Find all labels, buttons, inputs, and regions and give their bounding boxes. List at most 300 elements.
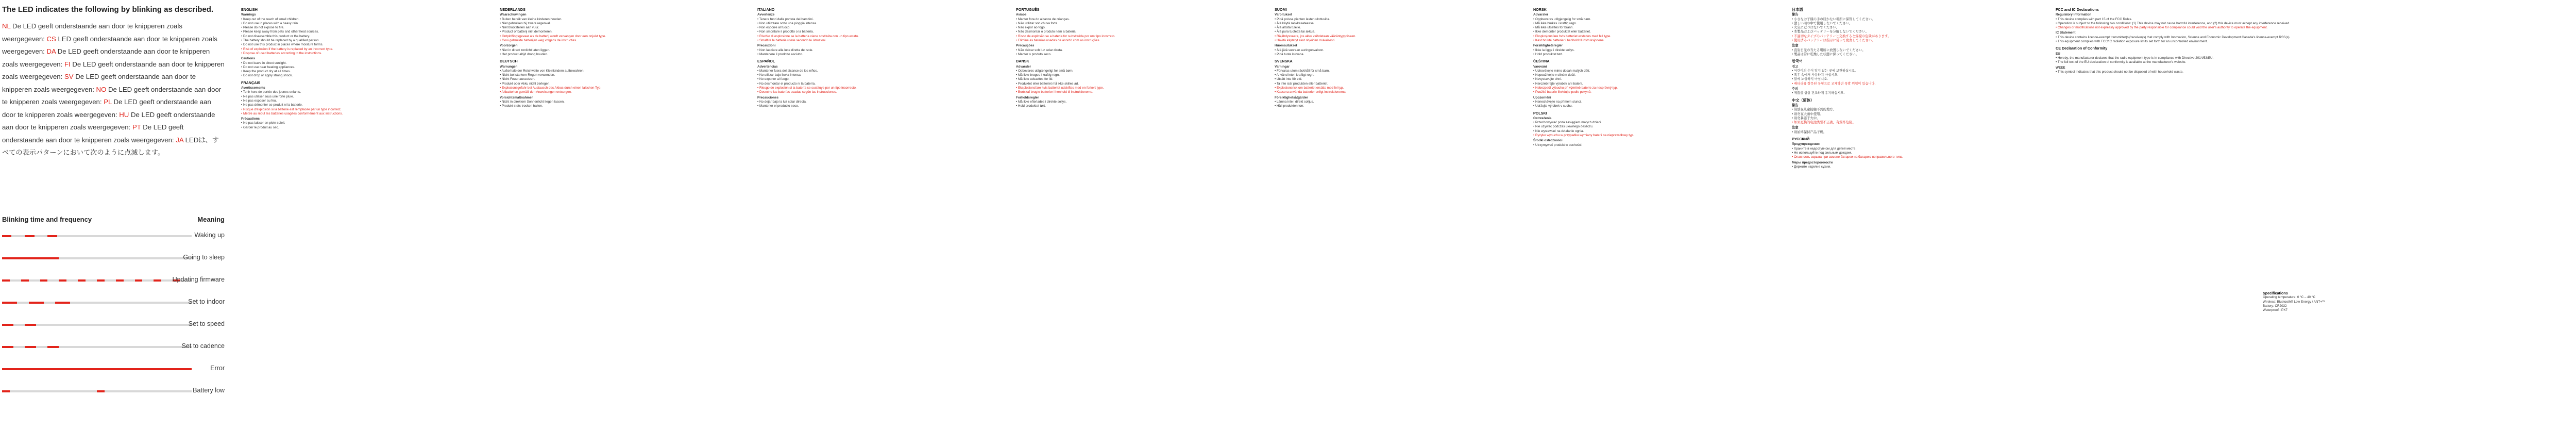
warning-item: • Deseche las baterías usadas según las instrucciones. (757, 90, 999, 94)
bullet-item: • Ta inte isär produkten eller batteriet. (1275, 82, 1517, 86)
warning-item: • Eksplosionsfare hvis batteriet udskiftes med en forkert type. (1016, 86, 1258, 90)
bullet-item: • 本製品およびバッテリーを分解しないでください。 (1792, 30, 2034, 34)
language-section (241, 81, 483, 130)
blink-row (2, 231, 225, 241)
section-subtitle: EU (2056, 52, 2060, 56)
warning-item: • Опасность взрыва при замене батареи на батарею неправильного типа. (1792, 155, 2034, 159)
section-subtitle: Huomautukset (1275, 44, 1297, 48)
bullet-item: • Não deixar sob luz solar direta. (1016, 48, 1258, 53)
section-subtitle: Środki ostrożności (1533, 139, 1563, 143)
bullet-item: • Nicht in direktem Sonnenlicht liegen lassen. (500, 100, 742, 104)
warning-item: • Risk of explosion if the battery is replaced by an incorrect type. (241, 47, 483, 52)
language-section (1275, 8, 1517, 57)
section-title: NORSK (1533, 7, 1547, 12)
language-section (2056, 8, 2298, 44)
text-column (1792, 5, 2034, 411)
blink-pattern-bar (2, 368, 192, 370)
blink-pulse (47, 235, 57, 237)
bullet-item: • Udržujte výrobek v suchu. (1533, 104, 1775, 108)
specs-lines (2263, 295, 2417, 312)
blink-pattern-bar (2, 257, 192, 259)
spec-line: Wireless: Bluetooth® Low Energy / ANT+™ (2263, 300, 2326, 304)
bullet-item: • Mantenere il prodotto asciutto. (757, 53, 999, 57)
section-subtitle: Forholdsregler (1016, 95, 1039, 100)
blink-pulse (78, 279, 86, 282)
text-column (1016, 5, 1258, 411)
bullet-item: • Do not leave in direct sunlight. (241, 61, 483, 65)
blink-pulse (97, 279, 105, 282)
language-code: NO (96, 85, 108, 93)
section-title: ESPAÑOL (757, 59, 775, 64)
section-subtitle: Avertissements (241, 86, 265, 90)
bullet-item: • 激しい雨の中で使用しないでください。 (1792, 22, 2034, 26)
section-subtitle: Voorzorgen (500, 44, 518, 48)
intro-line-text: De LED geeft onderstaande aan door te knipperen zoals weergegeven: (2, 60, 225, 80)
warning-item: • Gooi gebruikte batterijen weg volgens de instructies. (500, 39, 742, 43)
language-section (1792, 137, 2034, 169)
bullet-item: • 请放在儿童接触不到的地方。 (1792, 108, 2034, 112)
bullet-item: • Opbevares utilgængeligt for små børn. (1016, 69, 1258, 73)
bullet-item: • Älä altista tulelle. (1275, 26, 1517, 30)
blink-header-meaning: Meaning (197, 216, 225, 223)
blink-pulse (2, 390, 10, 392)
bullet-item: • Pidä tuote kuivana. (1275, 53, 1517, 57)
bullet-item: • The full text of the EU declaration of conformity is available at the manufacturer's website. (2056, 60, 2298, 64)
blink-pattern-bar (2, 324, 192, 326)
bullet-item: • Não utilizar sob chuva forte. (1016, 22, 1258, 26)
bullet-item: • Håll produkten torr. (1275, 104, 1517, 108)
spec-line: Battery: CR2032 (2263, 304, 2287, 308)
blink-pulse (59, 279, 66, 282)
warning-item: • Risco de explosão se a bateria for substituída por um tipo incorreto. (1016, 35, 1258, 39)
bullet-item: • This equipment complies with FCC/IC radiation exposure limits set forth for an uncontrolled environment. (2056, 40, 2298, 44)
section-title: 中文（简体） (1792, 97, 1815, 103)
section-subtitle: Varoitukset (1275, 13, 1292, 17)
language-code: PL (104, 98, 114, 106)
bullet-item: • 请始终保持产品干燥。 (1792, 130, 2034, 135)
blink-pulse (2, 302, 17, 304)
blink-pattern-bar (2, 279, 192, 282)
blink-pulse (2, 324, 13, 326)
language-code: FI (64, 60, 73, 68)
blink-header-time: Blinking time and frequency (2, 216, 92, 223)
section-title: DEUTSCH (500, 59, 518, 64)
section-subtitle: Precauzioni (757, 44, 776, 48)
section-subtitle: Avisos (1016, 13, 1027, 17)
spec-line: Operating temperature: 0 °C – 40 °C (2263, 295, 2315, 300)
warning-item: • Dispose of used batteries according to the instructions. (241, 52, 483, 56)
blink-pulse (47, 346, 59, 348)
section-title: FRANÇAIS (241, 80, 261, 85)
warning-item: • Bortskaf brugte batterier i henhold til instruktionerne. (1016, 90, 1258, 94)
blink-meaning: Set to indoor (188, 298, 225, 305)
warning-item: • 使用済みバッテリーは指示に従って廃棄してください。 (1792, 39, 2034, 43)
section-subtitle: 警告 (1792, 13, 1799, 17)
warning-item: • Smaltire le batterie usate secondo le istruzioni. (757, 39, 999, 43)
blink-meaning: Set to cadence (181, 342, 225, 350)
bullet-item: • Må ikke utsettes for brann. (1533, 26, 1775, 30)
blink-meaning: Going to sleep (183, 254, 225, 261)
blink-meaning: Updating firmware (172, 276, 225, 283)
bullet-item: • Außerhalb der Reichweite von Kleinkindern aufbewahren. (500, 69, 742, 73)
section-subtitle: Precauções (1016, 44, 1035, 48)
bullet-item: • Använd inte i kraftigt regn. (1275, 73, 1517, 77)
bullet-item: • Tenir hors de portée des jeunes enfants. (241, 90, 483, 94)
bullet-item: • Nerozebírejte výrobek ani baterii. (1533, 82, 1775, 86)
warning-item: • Explosionsgefahr bei Austausch des Akkus durch einen falschen Typ. (500, 86, 742, 90)
section-subtitle: Upozornění (1533, 95, 1551, 100)
blink-row (2, 364, 225, 374)
language-section (1016, 59, 1258, 108)
bullet-item: • No desmontar el producto ni la batería. (757, 82, 999, 86)
blink-row (2, 253, 225, 263)
bullet-item: • 제품을 항상 건조하게 유지하십시오. (1792, 91, 2034, 95)
blink-meaning: Set to speed (188, 320, 225, 327)
warning-item: • Mettre au rebut les batteries usagées conformément aux instructions. (241, 112, 483, 116)
bullet-item: • 请勿暴露于火中。 (1792, 117, 2034, 121)
intro-line-text: De LED geeft onderstaande aan door te knipperen zoals weergegeven: (2, 22, 182, 43)
warning-item: • Risque d'explosion si la batterie est remplacée par un type incorrect. (241, 108, 483, 112)
bullet-item: • Niet gebruiken bij zware regenval. (500, 22, 742, 26)
blink-row (2, 275, 225, 286)
bullet-item: • Mantener el producto seco. (757, 104, 999, 108)
intro-line-text: De LED geeft onderstaande aan door te knipperen zoals weergegeven: (2, 85, 222, 106)
bullet-item: • Uchovávejte mimo dosah malých dětí. (1533, 69, 1775, 73)
blink-pattern-bar (2, 390, 192, 392)
text-column (500, 5, 742, 411)
bullet-item: • Keep the product dry at all times. (241, 70, 483, 74)
text-column (757, 5, 999, 411)
bullet-item: • Non esporre al fuoco. (757, 26, 999, 30)
language-section (1792, 59, 2034, 95)
section-title: POLSKI (1533, 110, 1547, 116)
language-code: PT (132, 123, 143, 131)
bullet-item: • Niet in direct zonlicht laten liggen. (500, 48, 742, 53)
language-section (1533, 8, 1775, 57)
bullet-item: • Nie używać podczas ulewnego deszczu. (1533, 125, 1775, 129)
blink-table (2, 216, 225, 411)
bullet-item: • Ikke la ligge i direkte sollys. (1533, 48, 1775, 53)
bullet-item: • Do not use in places with a heavy rain. (241, 22, 483, 26)
warning-item: • Nebezpečí výbuchu při výměně baterie za nesprávný typ. (1533, 86, 1775, 90)
section-title: ENGLISH (241, 7, 258, 12)
section-title: ITALIANO (757, 7, 775, 12)
intro-line-text: De LED geeft onderstaande aan door te knipperen zoals weergegeven: (2, 123, 184, 144)
warning-item: • Altbatterien gemäß den Anweisungen entsorgen. (500, 90, 742, 94)
bullet-item: • Ne pas démonter ce produit ni la batterie. (241, 103, 483, 107)
section-title: FCC and IC Declarations (2056, 7, 2099, 12)
bullet-item: • Pidä poissa pienten lasten ulottuvilta. (1275, 18, 1517, 22)
blink-pulse (2, 235, 11, 237)
bullet-item: • Non utilizzare sotto una pioggia intensa. (757, 22, 999, 26)
section-subtitle: 주의 (1792, 87, 1799, 91)
bullet-item: • Produktet eller batteriet må ikke skilles ad. (1016, 82, 1258, 86)
blink-pulse (135, 279, 143, 282)
blink-pulse (2, 279, 10, 282)
bullet-item: • Не используйте под сильным дождем. (1792, 151, 2034, 155)
bullet-item: • Hold produktet tørt. (1533, 53, 1775, 57)
bullet-item: • Nicht bei starkem Regen verwenden. (500, 73, 742, 77)
section-subtitle: Advertencias (757, 64, 778, 69)
language-section (1016, 8, 1258, 57)
intro-title: The LED indicates the following by blinking as described. (2, 5, 214, 14)
language-section (1792, 8, 2034, 57)
section-subtitle: 注意 (1792, 44, 1799, 48)
warning-item: • Použité baterie likvidujte podle pokynů. (1533, 90, 1775, 94)
bullet-item: • Non smontare il prodotto o la batteria. (757, 30, 999, 34)
bullet-item: • Produkt stets trocken halten. (500, 104, 742, 108)
bullet-item: • Garder le produit au sec. (241, 126, 483, 130)
bullet-item: • The battery should be replaced by a qualified person. (241, 39, 483, 43)
language-code: NL (2, 22, 13, 30)
language-code: JA (176, 136, 185, 144)
language-section (1533, 111, 1775, 147)
language-section (1792, 98, 2034, 135)
bullet-item: • Nie wystawiać na działanie ognia. (1533, 129, 1775, 134)
bullet-item: • Utsätt inte för eld. (1275, 77, 1517, 81)
section-subtitle: Advarsler (1016, 64, 1031, 69)
warning-item: • 不適切なタイプのバッテリーと交換すると爆発の危険があります。 (1792, 35, 2034, 39)
blink-pulse (2, 346, 13, 348)
warning-item: • 如果更换的电池类型不正确，有爆炸危险。 (1792, 121, 2034, 125)
section-subtitle: Försiktighetsåtgärder (1275, 95, 1308, 100)
bullet-item: • Het product altijd droog houden. (500, 53, 742, 57)
warning-item: • Kassera använda batterier enligt instruktionerna. (1275, 90, 1517, 94)
bullet-item: • Manter fora do alcance de crianças. (1016, 18, 1258, 22)
bullet-item: • Förvaras utom räckhåll för små barn. (1275, 69, 1517, 73)
bullet-item: • This symbol indicates that this product should not be disposed of with household waste. (2056, 70, 2298, 74)
warning-item: • Ontploffingsgevaar als de batterij wordt vervangen door een onjuist type. (500, 35, 742, 39)
blink-pattern-bar (2, 346, 192, 348)
blink-pulse (40, 279, 48, 282)
language-section (2056, 46, 2298, 74)
blink-pulse (29, 302, 44, 304)
intro-lines (2, 20, 225, 159)
blink-pulse (55, 302, 70, 304)
blink-row (2, 386, 225, 397)
language-code: CS (46, 35, 58, 43)
blink-pulse (97, 390, 105, 392)
bullet-item: • Do not use this product in places where moisture forms. (241, 43, 483, 47)
blink-pattern-bar (2, 302, 192, 304)
bullet-item: • Keep out of the reach of small children. (241, 18, 483, 22)
section-title: 한국어 (1792, 59, 1803, 64)
bullet-item: • Oppbevares utilgjengelig for små barn. (1533, 18, 1775, 22)
specifications (2263, 289, 2417, 312)
warning-item: • Riesgo de explosión si la batería se sustituye por un tipo incorrecto. (757, 86, 999, 90)
warning-item: • 배터리를 잘못된 유형으로 교체하면 폭발 위험이 있습니다. (1792, 82, 2034, 86)
section-subtitle: Меры предосторожности (1792, 160, 1833, 164)
bullet-item: • Utrzymywać produkt w suchości. (1533, 143, 1775, 147)
section-subtitle: Warnungen (500, 64, 518, 69)
bullet-item: • No utilizar bajo lluvia intensa. (757, 73, 999, 77)
bullet-item: • Держите изделие сухим. (1792, 165, 2034, 169)
intro-line-text: De LED geeft onderstaande aan door te knipperen zoals weergegeven: (2, 47, 210, 68)
warning-item: • Hävitä käytetyt akut ohjeiden mukaisesti. (1275, 39, 1517, 43)
bullet-item: • Product of batterij niet demonteren. (500, 30, 742, 34)
section-subtitle: Vorsichtsmaßnahmen (500, 95, 534, 100)
section-subtitle: WEEE (2056, 65, 2065, 70)
bullet-item: • Ikke demonter produktet eller batteriet. (1533, 30, 1775, 34)
blink-pulse (25, 346, 36, 348)
blink-row (2, 342, 225, 352)
bullet-item: • Ne pas utiliser sous une forte pluie. (241, 95, 483, 99)
bullet-item: • Må ikke udsættes for ild. (1016, 77, 1258, 81)
bullet-item: • 폭우 속에서 사용하지 마십시오. (1792, 73, 2034, 77)
blink-pulse (21, 279, 29, 282)
section-subtitle: Avvertenze (757, 13, 775, 17)
section-title: РУССКИЙ (1792, 137, 1810, 142)
language-section (500, 8, 742, 57)
warning-item: • Explosionsrisk om batteriet ersätts med fel typ. (1275, 86, 1517, 90)
bullet-item: • Ne pas laisser en plein soleil. (241, 121, 483, 125)
blink-pulse (154, 279, 161, 282)
intro-line-text: LEDは、すべての表示パターンにおいて次のように点滅します。 (2, 136, 219, 156)
language-section (1533, 59, 1775, 108)
section-subtitle: 경고 (1792, 64, 1799, 69)
bullet-item: • Niet blootstellen aan vuur. (500, 26, 742, 30)
language-code: SV (64, 73, 76, 80)
language-section (500, 59, 742, 108)
warning-item: • Changes or modifications not expressly approved by the party responsible for compliance could void the user's authority to operate the equipment. (2056, 26, 2298, 30)
section-title: DANSK (1016, 59, 1029, 64)
intro-line-text: De LED geeft onderstaande aan door te knipperen zoals weergegeven: (2, 73, 196, 93)
bullet-item: • Nicht Feuer aussetzen. (500, 77, 742, 81)
section-subtitle: Regulatory Information (2056, 13, 2092, 17)
section-subtitle: Varování (1533, 64, 1547, 69)
spec-line: Waterproof: IPX7 (2263, 308, 2288, 312)
section-subtitle: IC Statement (2056, 31, 2076, 35)
language-section (757, 59, 999, 108)
bullet-item: • Não desmontar o produto nem a bateria. (1016, 30, 1258, 34)
section-title: SUOMI (1275, 7, 1287, 12)
warning-item: • Räjähdysvaara, jos akku vaihdetaan vääräntyyppiseen. (1275, 35, 1517, 39)
bullet-item: • No exponer al fuego. (757, 77, 999, 81)
bullet-item: • This device contains licence-exempt transmitter(s)/receiver(s) that comply with Innovation, Science and Economic Development Canada's licence-exempt RSS(s). (2056, 36, 2298, 40)
warning-item: • Eksplosjonsfare hvis batteriet erstattes med feil type. (1533, 35, 1775, 39)
bullet-item: • Må ikke bruges i kraftig regn. (1016, 73, 1258, 77)
section-subtitle: Waarschuwingen (500, 13, 527, 17)
language-section (241, 8, 483, 78)
bullet-item: • Älä pura tuotetta tai akkua. (1275, 30, 1517, 34)
bullet-item: • 直射日光の当たる場所に放置しないでください。 (1792, 48, 2034, 53)
blink-row (2, 298, 225, 308)
bullet-item: • Please keep away from pets and other heat sources. (241, 30, 483, 34)
language-section (1275, 59, 1517, 108)
warning-item: • Rischio di esplosione se la batteria viene sostituita con un tipo errato. (757, 35, 999, 39)
section-title: CE Declaration of Conformity (2056, 46, 2108, 51)
section-subtitle: Предупреждения (1792, 142, 1820, 146)
language-code: DA (46, 47, 58, 55)
section-subtitle: 注意 (1792, 126, 1799, 130)
intro-column (2, 5, 225, 411)
blink-pulse (25, 235, 34, 237)
warning-item: • Ryzyko wybuchu w przypadku wymiany baterii na nieprawidłowy typ. (1533, 134, 1775, 138)
text-column (2056, 5, 2298, 411)
section-subtitle: Warnings (241, 13, 256, 17)
text-column (241, 5, 483, 411)
bullet-item: • Operation is subject to the following two conditions: (1) This device may not cause harmful interference, and (2) this device must accept any interference received. (2056, 22, 2298, 26)
bullet-item: • 请勿在大雨中使用。 (1792, 112, 2034, 117)
specs-title: Specifications (2263, 291, 2288, 295)
section-subtitle: Ostrzeżenia (1533, 116, 1552, 120)
text-column (1275, 5, 1517, 411)
section-subtitle: Cautions (241, 57, 255, 61)
blink-pulse (25, 324, 36, 326)
blink-pattern-bar (2, 235, 192, 237)
section-title: ČEŠTINA (1533, 59, 1550, 64)
section-title: NEDERLANDS (500, 7, 526, 12)
section-title: PORTUGUÊS (1016, 7, 1040, 12)
language-code: HU (119, 110, 131, 119)
bullet-item: • Przechowywać poza zasięgiem małych dzieci. (1533, 121, 1775, 125)
bullet-item: • 불에 노출하지 마십시오. (1792, 77, 2034, 81)
section-subtitle: Precauciones (757, 95, 778, 100)
warning-item: • Kast brukte batterier i henhold til instruksjonene. (1533, 39, 1775, 43)
section-subtitle: Varningar (1275, 64, 1290, 69)
intro-line-text: LED geeft onderstaande aan door te knipperen zoals weergegeven: (2, 35, 217, 55)
section-subtitle: Advarsler (1533, 13, 1549, 17)
bullet-item: • Mantener fuera del alcance de los niños. (757, 69, 999, 73)
warning-item: • Elimine as baterias usadas de acordo com as instruções. (1016, 39, 1258, 43)
blink-pulse (116, 279, 124, 282)
bullet-item: • Tenere fuori dalla portata dei bambini. (757, 18, 999, 22)
intro-line-text: De LED geeft onderstaande aan door te knipperen zoals weergegeven: (2, 98, 211, 119)
bullet-item: • Hold produktet tørt. (1016, 104, 1258, 108)
bullet-item: • Do not disassemble this product or the battery. (241, 35, 483, 39)
bullet-item: • Buiten bereik van kleine kinderen houden. (500, 18, 742, 22)
bullet-item: • No dejar bajo la luz solar directa. (757, 100, 999, 104)
section-subtitle: 警告 (1792, 103, 1799, 107)
language-section (757, 8, 999, 57)
bullet-item: • 어린이의 손이 닿지 않는 곳에 보관하십시오. (1792, 69, 2034, 73)
bullet-item: • Please do not expose to fire. (241, 26, 483, 30)
section-subtitle: Précautions (241, 117, 260, 121)
bullet-item: • Hereby, the manufacturer declares that the radio equipment type is in compliance with Directive 2014/53/EU. (2056, 56, 2298, 60)
blink-pulse (2, 368, 192, 370)
bullet-item: • Må ikke efterlades i direkte sollys. (1016, 100, 1258, 104)
bullet-item: • This device complies with part 15 of the FCC Rules. (2056, 18, 2298, 22)
bullet-item: • Nepoužívejte v silném dešti. (1533, 73, 1775, 77)
bullet-item: • 小さなお子様の手の届かない場所に保管してください。 (1792, 18, 2034, 22)
section-title: SVENSKA (1275, 59, 1293, 64)
bullet-item: • Nenechávejte na přímém slunci. (1533, 100, 1775, 104)
bullet-item: • Non lasciare alla luce diretta del sole. (757, 48, 999, 53)
bullet-item: • Älä jätä suoraan auringonvaloon. (1275, 48, 1517, 53)
bullet-item: • Ne pas exposer au feu. (241, 99, 483, 103)
bullet-item: • Não expor ao fogo. (1016, 26, 1258, 30)
intro-line-text: De LED geeft onderstaande aan door te knipperen zoals weergegeven: (2, 110, 215, 131)
section-title: 日本語 (1792, 7, 1803, 12)
bullet-item: • Produkt oder Akku nicht zerlegen. (500, 82, 742, 86)
bullet-item: • Lämna inte i direkt solljus. (1275, 100, 1517, 104)
blink-meaning: Waking up (194, 232, 225, 239)
section-subtitle: Forsiktighetsregler (1533, 44, 1563, 48)
bullet-item: • 製品は常に乾燥した状態に保ってください。 (1792, 53, 2034, 57)
bullet-item: • Må ikke brukes i kraftig regn. (1533, 22, 1775, 26)
bullet-item: • Manter o produto seco. (1016, 53, 1258, 57)
bullet-item: • Do not drop or apply strong shock. (241, 74, 483, 78)
blink-row (2, 320, 225, 330)
bullet-item: • Храните в недоступном для детей месте. (1792, 147, 2034, 151)
blink-meaning: Battery low (193, 387, 225, 394)
bullet-item: • Do not use near heating appliances. (241, 65, 483, 70)
bullet-item: • 火気に近づけないでください。 (1792, 26, 2034, 30)
blink-pulse (2, 257, 59, 259)
text-column (1533, 5, 1775, 411)
bullet-item: • Nevystavujte ohni. (1533, 77, 1775, 81)
bullet-item: • Älä käytä rankkasateessa. (1275, 22, 1517, 26)
